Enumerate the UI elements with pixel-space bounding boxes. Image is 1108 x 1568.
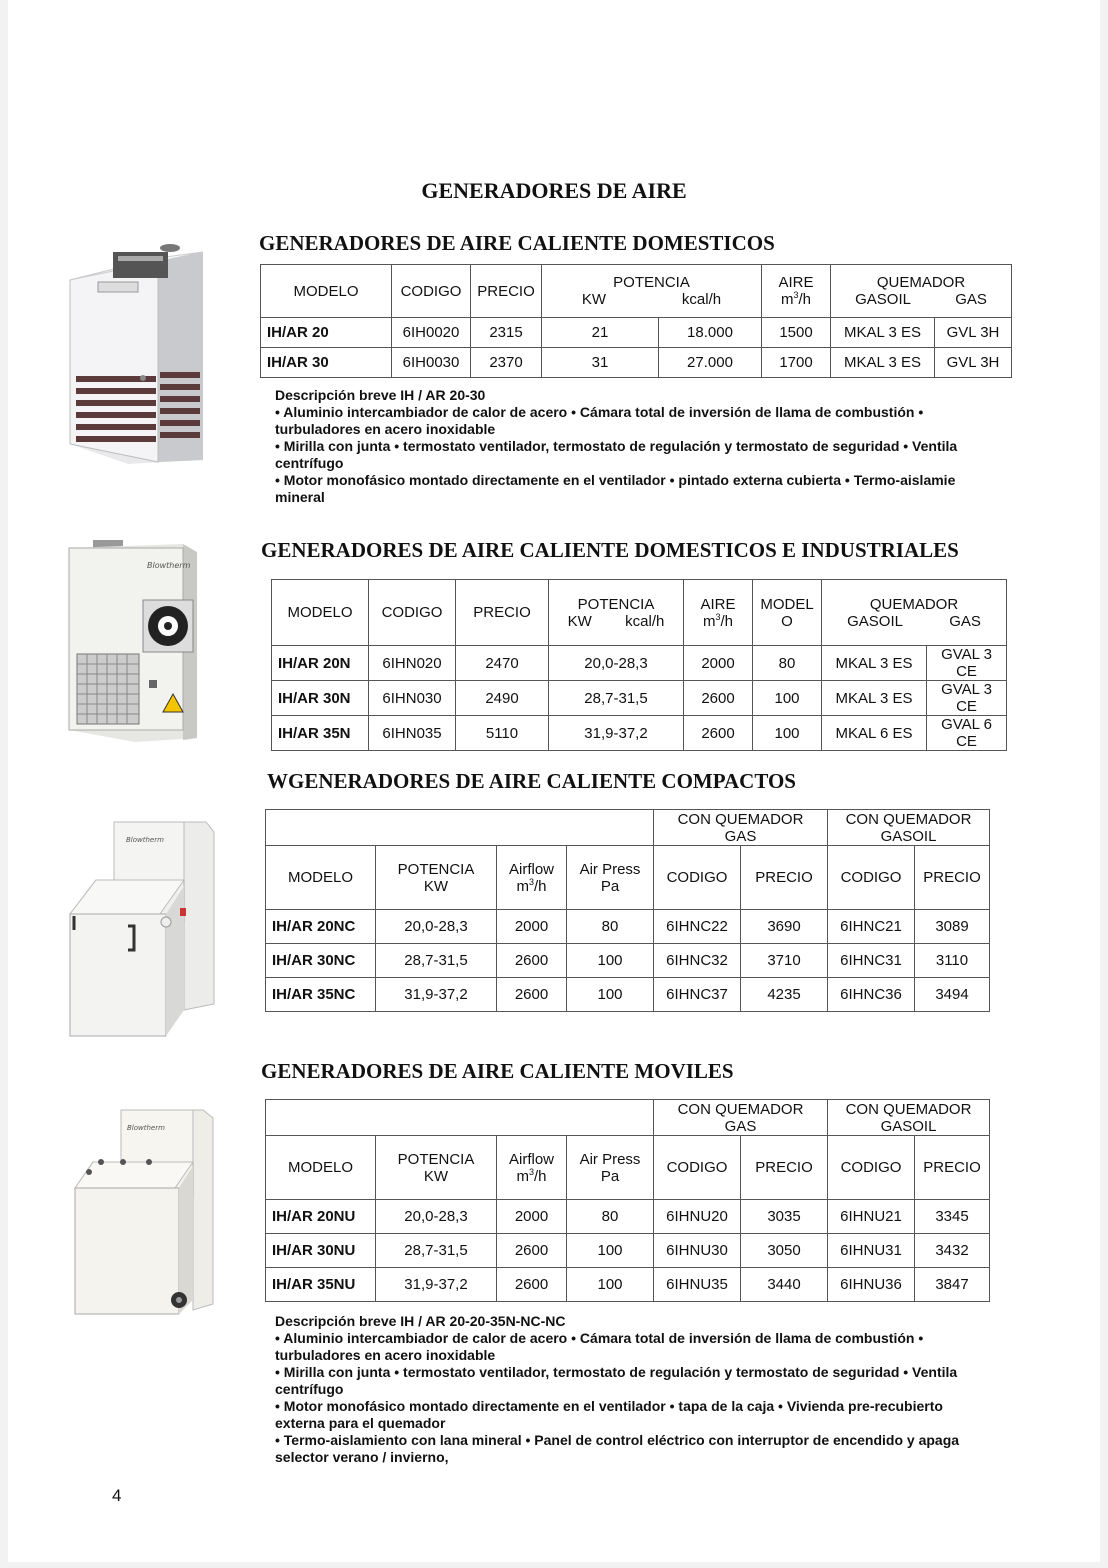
col-aire: AIRE $m^3/h$ <box>684 580 753 646</box>
col-codigo: CODIGO <box>369 580 456 646</box>
col-modelo: MODELO <box>261 265 392 318</box>
brand-label: Blowtherm <box>127 1124 165 1132</box>
col-con-quemador-gas: CON QUEMADOR GAS <box>654 810 828 846</box>
col-potencia: POTENCIA KW <box>376 1136 497 1200</box>
document-page <box>8 0 1100 1562</box>
col-gasoil-precio: PRECIO <box>915 846 990 910</box>
page-title: GENERADORES DE AIRE <box>421 178 687 203</box>
industrial-heater-image <box>63 534 203 746</box>
table-row: IH/AR 20 6IH0020 2315 21 18.000 1500 MKAL 3 ES GVL 3H <box>261 318 1012 348</box>
col-gas-precio: PRECIO <box>741 1136 828 1200</box>
col-con-quemador-gasoil: CON QUEMADOR GASOIL <box>828 810 990 846</box>
table-row: IH/AR 20N 6IHN020 2470 20,0-28,3 2000 80 MKAL 3 ES GVAL 3 CE <box>272 646 1007 681</box>
col-air-press: Air Press Pa <box>567 846 654 910</box>
table-row: IH/AR 20NC 20,0-28,3 2000 80 6IHNC22 3690 6IHNC21 3089 <box>266 910 990 944</box>
col-precio: PRECIO <box>471 265 542 318</box>
table-row: IH/AR 35NU 31,9-37,2 2600 100 6IHNU35 3440 6IHNU36 3847 <box>266 1268 990 1302</box>
brand-label: Blowtherm <box>126 836 164 844</box>
col-modelo: MODELO <box>272 580 369 646</box>
table-row: IH/AR 20NU 20,0-28,3 2000 80 6IHNU20 3035 6IHNU21 3345 <box>266 1200 990 1234</box>
table-row: IH/AR 30NU 28,7-31,5 2600 100 6IHNU30 3050 6IHNU31 3432 <box>266 1234 990 1268</box>
section-domesticos-heading: GENERADORES DE AIRE CALIENTE DOMESTICOS <box>259 231 775 255</box>
col-gasoil-codigo: CODIGO <box>828 846 915 910</box>
section-industriales-heading: GENERADORES DE AIRE CALIENTE DOMESTICOS E INDUSTRIALES <box>261 538 959 562</box>
col-airflow: Airflow $m^3/h$ <box>497 1136 567 1200</box>
col-potencia: POTENCIA KW kcal/h <box>549 580 684 646</box>
mobile-heater-image <box>63 1104 223 1326</box>
col-modelo-2: MODEL O <box>753 580 822 646</box>
compact-heater-image <box>56 814 226 1042</box>
description-moviles: Descripción breve IH / AR 20-20-35N-NC-NC • Aluminio intercambiador de calor de acero • Cámara total de inversión de llama de combustión • turbuladores en acero inoxidable • Mirilla con junta • termostato ventilador, termostato de regulación y termostato de seguridad • Ventila centrífugo • Motor monofásico montado directamente en el ventilador • tapa de la caja • Vivienda pre-recubierto externa para el quemador • Termo-aislamiento con lana mineral • Panel de control eléctrico con interruptor de encendido y apaga selector verano / invierno, <box>275 1313 960 1465</box>
col-aire: AIRE $m^3/h$ <box>762 265 831 318</box>
col-precio: PRECIO <box>456 580 549 646</box>
brand-label: Blowtherm <box>147 561 191 570</box>
col-potencia: POTENCIA KW kcal/h <box>542 265 762 318</box>
col-modelo: MODELO <box>266 846 376 910</box>
col-gas-precio: PRECIO <box>741 846 828 910</box>
col-gasoil-codigo: CODIGO <box>828 1136 915 1200</box>
col-quemador: QUEMADOR GASOIL GAS <box>822 580 1007 646</box>
section-compactos-heading: WGENERADORES DE AIRE CALIENTE COMPACTOS <box>267 769 796 793</box>
table-domesticos <box>260 264 1012 378</box>
description-domesticos: Descripción breve IH / AR 20-30 • Aluminio intercambiador de calor de acero • Cámara total de inversión de llama de combustión • turbuladores en acero inoxidable • Mirilla con junta • termostato ventilador, termostato de regulación y termostato de seguridad • Ventila centrífugo • Motor monofásico montado directamente en el ventilador • pintado externa cubierta • Termo-aislamie mineral <box>275 387 958 505</box>
page-number: 4 <box>112 1486 122 1505</box>
section-moviles-heading: GENERADORES DE AIRE CALIENTE MOVILES <box>261 1059 734 1083</box>
col-con-quemador-gasoil: CON QUEMADOR GASOIL <box>828 1100 990 1136</box>
col-gas-codigo: CODIGO <box>654 846 741 910</box>
col-air-press: Air Press Pa <box>567 1136 654 1200</box>
col-potencia: POTENCIA KW <box>376 846 497 910</box>
table-row: IH/AR 30 6IH0030 2370 31 27.000 1700 MKAL 3 ES GVL 3H <box>261 348 1012 378</box>
table-row: IH/AR 35NC 31,9-37,2 2600 100 6IHNC37 4235 6IHNC36 3494 <box>266 978 990 1012</box>
col-codigo: CODIGO <box>392 265 471 318</box>
col-quemador: QUEMADOR GASOIL GAS <box>831 265 1012 318</box>
table-moviles <box>265 1099 990 1302</box>
table-row: IH/AR 35N 6IHN035 5110 31,9-37,2 2600 100 MKAL 6 ES GVAL 6 CE <box>272 716 1007 751</box>
col-gas-codigo: CODIGO <box>654 1136 741 1200</box>
table-row: IH/AR 30N 6IHN030 2490 28,7-31,5 2600 100 MKAL 3 ES GVAL 3 CE <box>272 681 1007 716</box>
col-modelo: MODELO <box>266 1136 376 1200</box>
table-row: IH/AR 30NC 28,7-31,5 2600 100 6IHNC32 3710 6IHNC31 3110 <box>266 944 990 978</box>
table-compactos <box>265 809 990 1012</box>
col-gasoil-precio: PRECIO <box>915 1136 990 1200</box>
domestic-heater-image <box>58 238 218 466</box>
col-airflow: Airflow $m^3/h$ <box>497 846 567 910</box>
table-industriales <box>271 579 1007 751</box>
col-con-quemador-gas: CON QUEMADOR GAS <box>654 1100 828 1136</box>
